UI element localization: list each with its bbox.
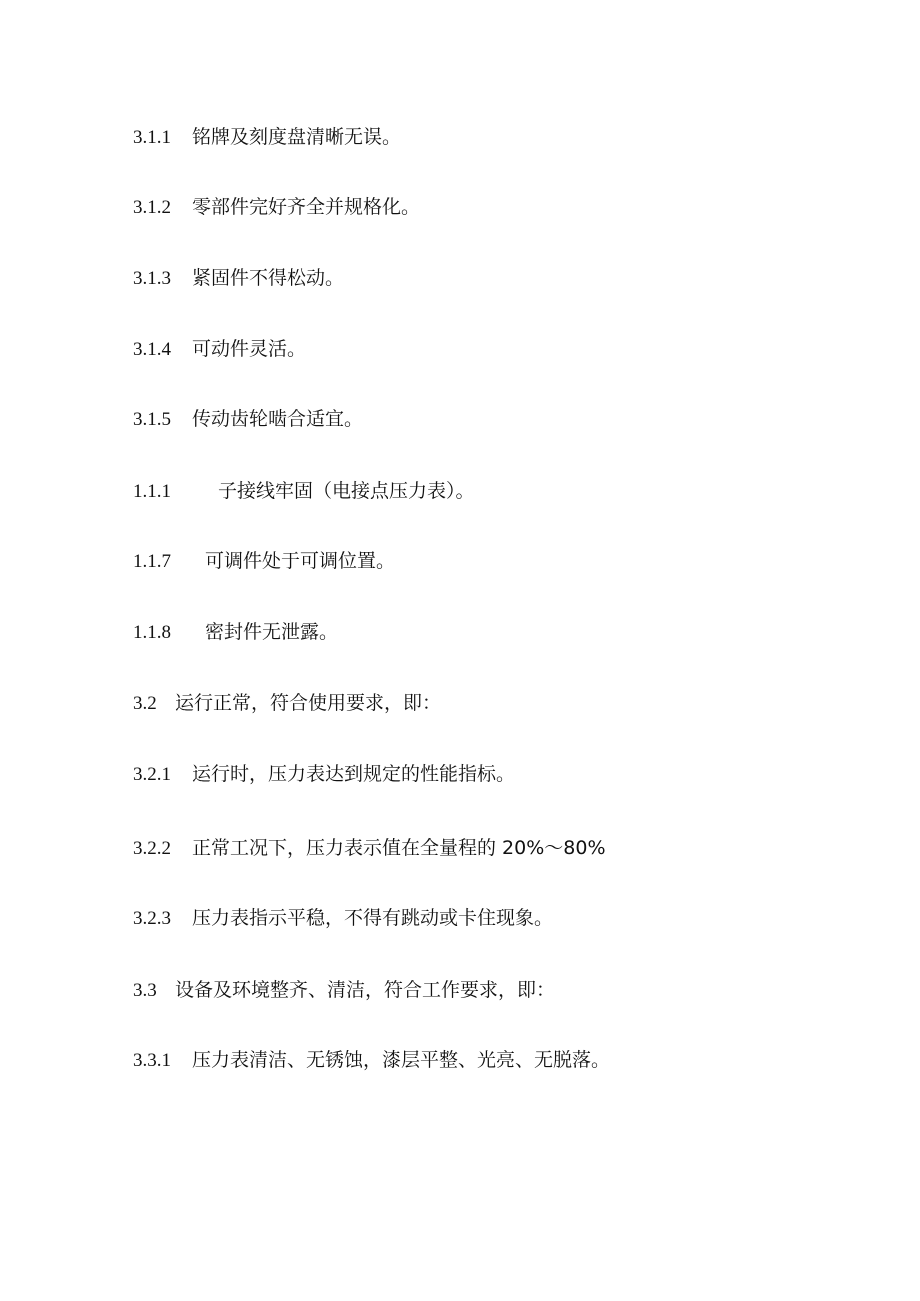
list-item — [133, 263, 344, 293]
item-number: 3.2 — [133, 693, 157, 714]
item-number: 3.2.1 — [133, 764, 171, 785]
list-item — [133, 334, 306, 364]
list-item — [133, 617, 338, 647]
item-number: 1.1.8 — [133, 622, 171, 643]
list-item — [133, 404, 363, 434]
list-item — [133, 546, 395, 576]
item-text: 可动件灵活。 — [192, 338, 307, 360]
list-item — [133, 476, 475, 506]
item-text: 运行正常，符合使用要求，即： — [175, 692, 442, 714]
item-number: 3.1.2 — [133, 197, 171, 218]
item-text: 可调件处于可调位置。 — [205, 550, 396, 572]
list-item — [133, 192, 420, 222]
list-item — [133, 833, 606, 863]
item-text: 紧固件不得松动。 — [192, 267, 345, 289]
item-number: 3.1.1 — [133, 127, 171, 148]
item-text: 运行时，压力表达到规定的性能指标。 — [192, 763, 516, 785]
item-number: 3.1.4 — [133, 339, 171, 360]
list-item — [133, 1045, 610, 1075]
item-text: 零部件完好齐全并规格化。 — [192, 196, 421, 218]
item-number: 3.1.5 — [133, 409, 171, 430]
item-text: 压力表清洁、无锈蚀，漆层平整、光亮、无脱落。 — [192, 1049, 611, 1071]
item-number: 1.1.1 — [133, 481, 171, 502]
item-number: 3.2.3 — [133, 908, 171, 929]
item-text: 铭牌及刻度盘清晰无误。 — [192, 126, 402, 148]
item-text: 密封件无泄露。 — [205, 621, 339, 643]
list-item — [133, 903, 553, 933]
item-text: 传动齿轮啮合适宜。 — [192, 408, 364, 430]
item-number: 3.1.3 — [133, 268, 171, 289]
item-number: 3.3.1 — [133, 1050, 171, 1071]
item-text: 正常工况下，压力表示值在全量程的 20%～80% — [192, 837, 606, 859]
section-heading — [133, 975, 555, 1005]
item-text: 压力表指示平稳，不得有跳动或卡住现象。 — [192, 907, 554, 929]
item-text: 子接线牢固（电接点压力表）。 — [218, 480, 475, 502]
item-text: 设备及环境整齐、清洁，符合工作要求，即： — [175, 979, 556, 1001]
section-heading — [133, 688, 441, 718]
item-number: 1.1.7 — [133, 551, 171, 572]
item-number: 3.3 — [133, 980, 157, 1001]
list-item — [133, 759, 515, 789]
item-number: 3.2.2 — [133, 838, 171, 859]
list-item — [133, 122, 401, 152]
